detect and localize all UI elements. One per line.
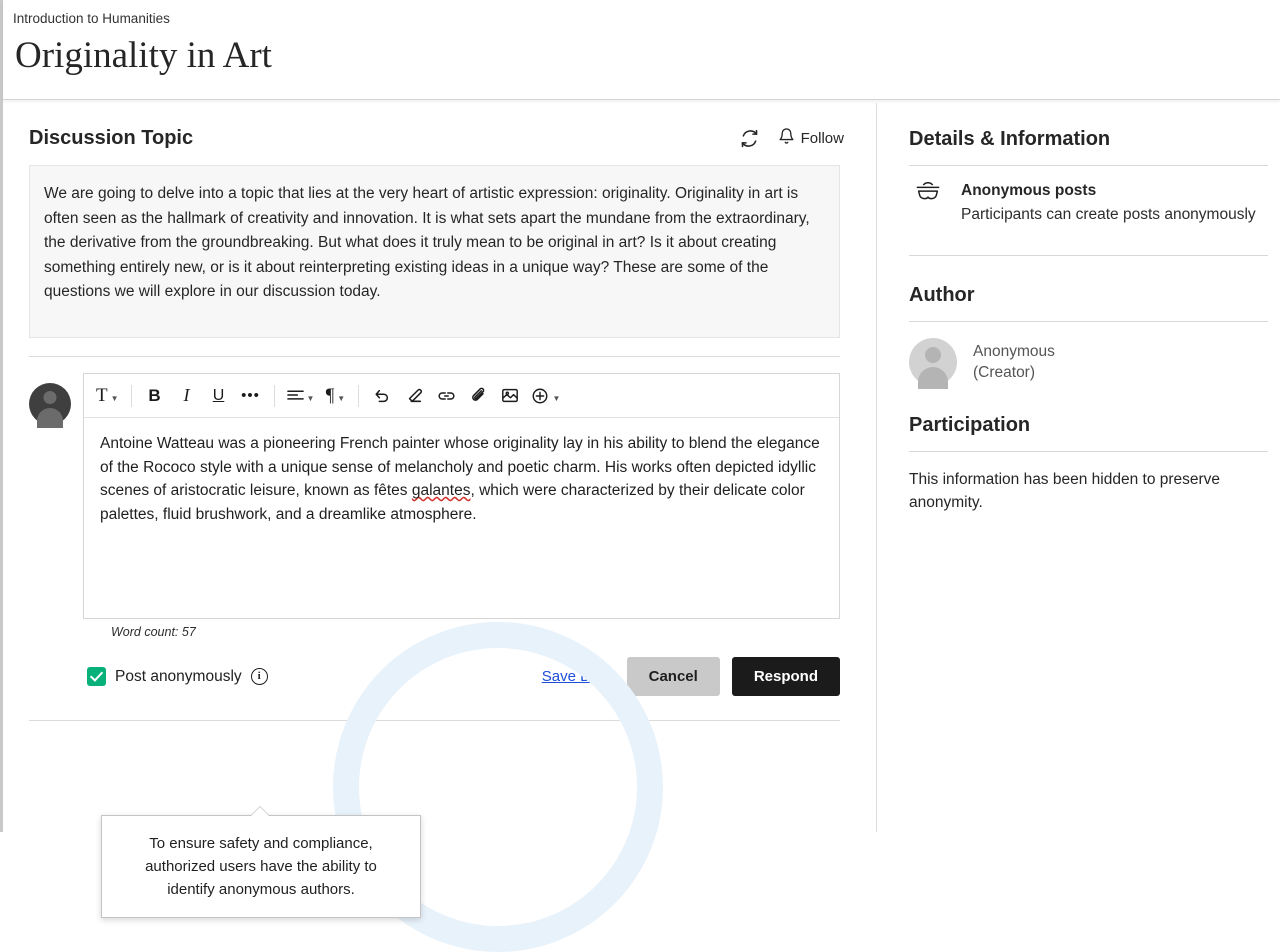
cancel-button[interactable]: Cancel — [627, 657, 720, 696]
author-info — [973, 341, 1055, 383]
post-anonymously-checkbox[interactable] — [87, 667, 106, 686]
post-anonymously-label: Post anonymously — [115, 667, 242, 685]
participation-rule — [909, 451, 1268, 452]
details-sidebar — [877, 103, 1280, 832]
discussion-topic-title: Discussion Topic — [29, 127, 194, 149]
author-heading: Author — [909, 284, 975, 306]
author-avatar — [909, 338, 957, 386]
clear-formatting-icon[interactable] — [399, 380, 429, 412]
follow-label: Follow — [800, 129, 844, 147]
respond-button[interactable]: Respond — [732, 657, 840, 696]
page-body — [3, 103, 1280, 898]
participation-text: This information has been hidden to preserve anonymity. — [909, 471, 1221, 511]
editor-toolbar — [84, 374, 839, 418]
anonymous-mask-icon — [913, 180, 943, 211]
info-icon[interactable]: i — [251, 668, 268, 685]
underline-icon[interactable]: U — [212, 386, 225, 404]
undo-icon[interactable] — [367, 380, 397, 412]
anonymous-posts-title: Anonymous posts — [961, 182, 1097, 199]
bold-icon[interactable]: B — [148, 385, 161, 405]
toolbar-separator — [358, 385, 359, 407]
bell-icon — [778, 127, 795, 149]
text-style-icon[interactable]: T ▼ — [96, 384, 119, 406]
details-heading: Details & Information — [909, 128, 1111, 150]
anonymous-info-tooltip: To ensure safety and compliance, authorized users have the ability to identify anonymous authors. — [101, 815, 421, 918]
editor-paragraph — [100, 432, 823, 526]
save-draft-button[interactable]: Save Draft — [540, 664, 615, 689]
more-formatting-icon[interactable]: ••• — [241, 387, 260, 404]
rich-text-editor[interactable] — [83, 373, 840, 619]
align-icon[interactable]: ▼ — [283, 380, 319, 412]
italic-icon[interactable]: I — [183, 385, 190, 405]
misspelled-word: galantes — [411, 482, 471, 499]
author-name: Anonymous — [973, 343, 1055, 360]
anonymous-item-rule — [909, 255, 1268, 256]
author-row — [909, 338, 1268, 386]
toolbar-separator — [274, 385, 275, 407]
topic-header-actions — [739, 127, 844, 149]
refresh-icon[interactable] — [739, 128, 760, 149]
editor-text-part2: , which were characterized by their delicate color palettes, fluid brushwork, and a dreamlike atmosphere. — [100, 482, 805, 523]
discussion-topic-header — [3, 103, 876, 151]
anonymous-posts-subtitle: Participants can create posts anonymously — [961, 206, 1256, 223]
anonymous-posts-text — [961, 180, 1256, 226]
author-role: (Creator) — [973, 364, 1036, 381]
discussion-topic-text: We are going to delve into a topic that lies at the very heart of artistic expression: originality. Originality in art is often seen as the hallmark of creativity and innovation. It is what sets apart the mundane from the extraordinary, the derivative from the groundbreaking. But what does it truly mean to be original in art? Is it about creating something entirely new, or is it about reinterpreting existing ideas in a unique way? These are some of the questions we will explore in our discussion today. — [44, 185, 810, 300]
topic-divider — [29, 356, 840, 357]
word-count: Word count: 57 — [111, 625, 196, 639]
reply-editor-row — [29, 373, 840, 619]
link-icon[interactable] — [431, 380, 461, 412]
page-title: Originality in Art — [15, 35, 272, 76]
breadcrumb[interactable]: Introduction to Humanities — [13, 11, 170, 26]
page-header — [3, 0, 1280, 100]
participation-heading: Participation — [909, 414, 1031, 436]
editor-text-part1: Antoine Watteau was a pioneering French painter whose originality lay in his ability to blend the elegance of the Rococo style with a unique sense of melancholy and poetic charm. His works often depicted idyllic scenes of aristocratic leisure, known as fêtes — [100, 435, 820, 499]
discussion-topic-body — [29, 165, 840, 338]
user-avatar — [29, 383, 71, 425]
follow-button[interactable] — [778, 127, 844, 149]
author-rule — [909, 321, 1268, 322]
editor-text-area[interactable] — [84, 418, 839, 618]
anonymous-posts-item — [909, 166, 1268, 242]
main-content — [3, 103, 877, 898]
add-content-icon[interactable]: ▼ — [527, 380, 564, 412]
attachment-icon[interactable] — [463, 380, 493, 412]
insert-image-icon[interactable] — [495, 380, 525, 412]
toolbar-separator — [131, 385, 132, 407]
paragraph-icon[interactable]: ¶ ▼ — [325, 384, 346, 406]
